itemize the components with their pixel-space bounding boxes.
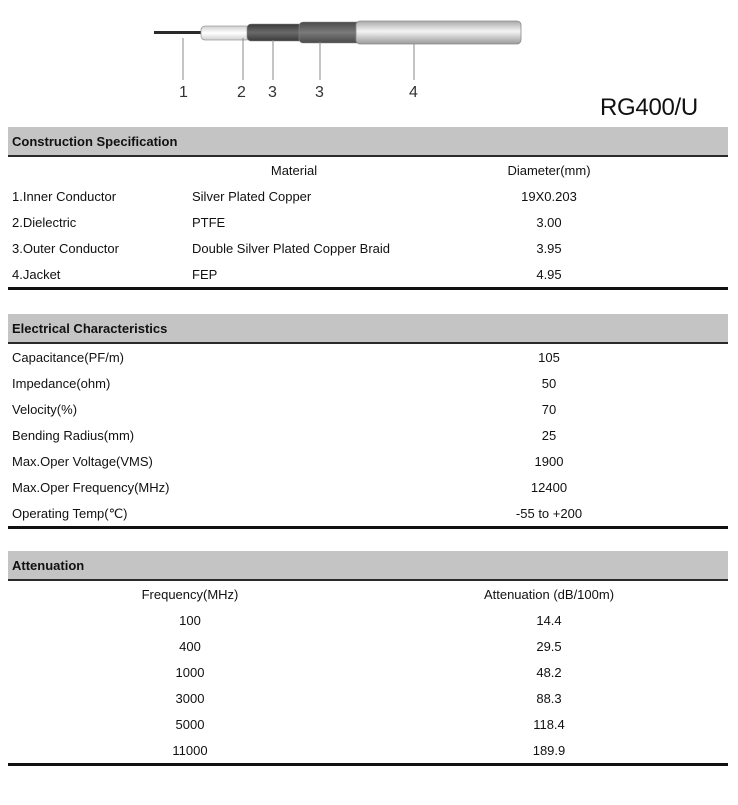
table-row — [8, 422, 728, 448]
construction-specification-section — [8, 127, 728, 290]
table-row — [8, 183, 728, 209]
callout-number: 2 — [237, 84, 246, 101]
component-material: FEP — [192, 267, 218, 282]
outer-conductor-braid-2 — [299, 22, 362, 43]
attenuation-value: 189.9 — [532, 743, 566, 758]
callout-number: 1 — [179, 84, 188, 101]
component-name: 1.Inner Conductor — [12, 189, 117, 204]
property-value: 70 — [541, 402, 557, 417]
property-name: Impedance(ohm) — [12, 376, 111, 391]
component-material: Silver Plated Copper — [192, 189, 312, 204]
table-row — [8, 659, 728, 685]
property-value: 1900 — [534, 454, 564, 469]
section-header: Attenuation — [8, 551, 728, 581]
frequency-value: 1000 — [175, 665, 205, 680]
table-row — [8, 633, 728, 659]
table-row — [8, 370, 728, 396]
outer-conductor-braid-1 — [247, 24, 303, 41]
jacket — [356, 21, 521, 44]
table-header-row — [8, 581, 728, 607]
component-name: 4.Jacket — [12, 267, 61, 282]
section-header: Electrical Characteristics — [8, 314, 728, 344]
inner-conductor — [154, 31, 206, 34]
component-name: 3.Outer Conductor — [12, 241, 119, 256]
component-material: Double Silver Plated Copper Braid — [192, 241, 390, 256]
column-header-attenuation: Attenuation (dB/100m) — [483, 587, 615, 602]
section-header: Construction Specification — [8, 127, 728, 157]
property-name: Bending Radius(mm) — [12, 428, 135, 443]
section-bottom-rule — [8, 763, 728, 766]
component-diameter: 4.95 — [536, 267, 562, 282]
column-header-frequency: Frequency(MHz) — [141, 587, 239, 602]
property-value: 25 — [541, 428, 557, 443]
component-diameter: 3.95 — [536, 241, 562, 256]
frequency-value: 5000 — [175, 717, 205, 732]
dielectric — [201, 26, 250, 40]
attenuation-value: 88.3 — [536, 691, 562, 706]
column-header-material: Material — [270, 163, 318, 178]
property-value: -55 to +200 — [515, 506, 583, 521]
frequency-value: 400 — [179, 639, 201, 654]
table-row — [8, 235, 728, 261]
property-value: 12400 — [530, 480, 568, 495]
component-diameter: 19X0.203 — [521, 189, 577, 204]
component-name: 2.Dielectric — [12, 215, 77, 230]
callout-number: 4 — [409, 84, 418, 101]
frequency-value: 100 — [179, 613, 201, 628]
attenuation-section — [8, 551, 728, 766]
property-name: Max.Oper Frequency(MHz) — [12, 480, 170, 495]
table-row — [8, 344, 728, 370]
table-row — [8, 474, 728, 500]
cable-model-title: RG400/U — [600, 94, 698, 121]
section-bottom-rule — [8, 526, 728, 529]
section-bottom-rule — [8, 287, 728, 290]
table-row — [8, 448, 728, 474]
table-header-row — [8, 157, 728, 183]
attenuation-value: 14.4 — [536, 613, 562, 628]
table-row — [8, 607, 728, 633]
attenuation-value: 48.2 — [536, 665, 562, 680]
callout-number: 3 — [315, 84, 324, 101]
attenuation-value: 118.4 — [533, 717, 565, 732]
property-name: Operating Temp(℃) — [12, 506, 128, 521]
electrical-characteristics-section — [8, 314, 728, 529]
table-row — [8, 209, 728, 235]
table-row — [8, 711, 728, 737]
attenuation-value: 29.5 — [536, 639, 562, 654]
property-value: 105 — [538, 350, 560, 365]
frequency-value: 3000 — [175, 691, 205, 706]
property-value: 50 — [541, 376, 557, 391]
component-material: PTFE — [192, 215, 226, 230]
frequency-value: 11000 — [172, 743, 208, 758]
column-header-diameter: Diameter(mm) — [507, 163, 591, 178]
property-name: Velocity(%) — [12, 402, 78, 417]
table-row — [8, 500, 728, 526]
table-row — [8, 396, 728, 422]
table-row — [8, 685, 728, 711]
table-row — [8, 737, 728, 763]
property-name: Capacitance(PF/m) — [12, 350, 124, 365]
property-name: Max.Oper Voltage(VMS) — [12, 454, 153, 469]
table-row — [8, 261, 728, 287]
callout-number: 3 — [268, 84, 277, 101]
component-diameter: 3.00 — [536, 215, 562, 230]
